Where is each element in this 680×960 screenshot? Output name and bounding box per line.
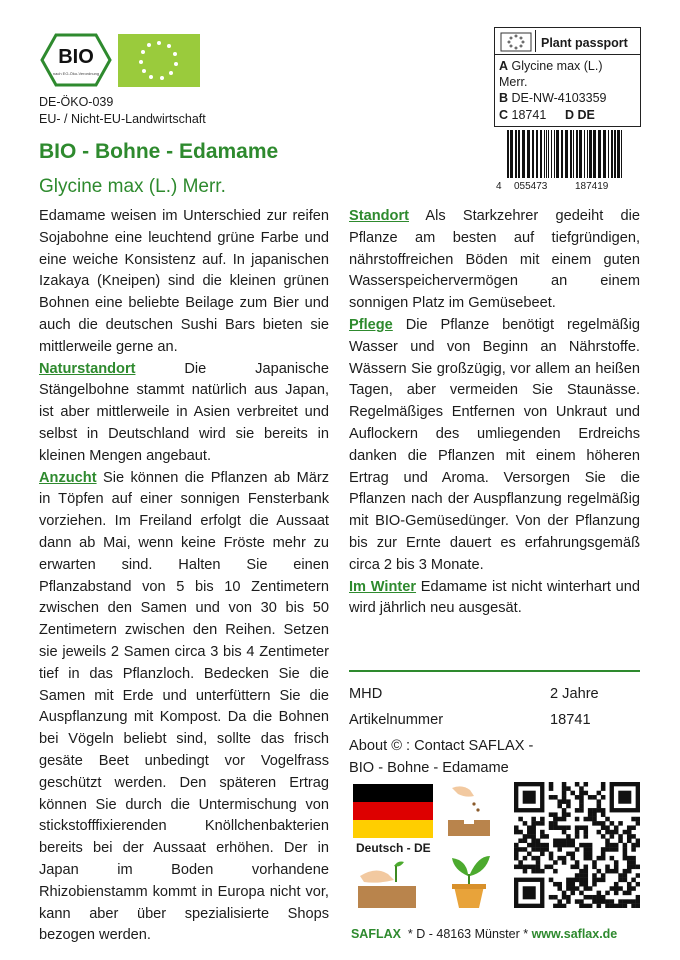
bio-logo-text: BIO bbox=[58, 46, 94, 68]
barcode-bar bbox=[576, 130, 578, 178]
passport-d-value: DE bbox=[577, 108, 595, 122]
barcode-bar bbox=[548, 130, 549, 178]
barcode-bar bbox=[608, 130, 609, 178]
barcode-bar bbox=[527, 130, 530, 178]
barcode-bar bbox=[510, 130, 513, 178]
barcode-bar bbox=[593, 130, 596, 178]
barcode-bar bbox=[544, 130, 545, 178]
barcode-bar bbox=[554, 130, 555, 178]
eu-organic-leaf-icon bbox=[118, 34, 200, 87]
right-column bbox=[349, 206, 640, 620]
barcode-bar bbox=[565, 130, 568, 178]
passport-b-value: DE-NW-4103359 bbox=[511, 91, 607, 105]
naturstandort-heading: Naturstandort bbox=[39, 360, 136, 377]
sprout-pot-icon bbox=[444, 846, 494, 910]
barcode-bar bbox=[584, 130, 585, 178]
anzucht-text: Sie können die Pflanzen ab März in Töpfen auf einer sonnigen Fensterbank vorziehen. Im Freiland erfolgt die Aussaat dann ab Mai, wenn keine Fröste mehr zu erwarten sind. Halten Sie einen Pflanzabstand von 5 bis 10 Zentimetern zwischen den Samen und von 30 bis 50 Zentimetern zwischen den Reihen. Setzen sie jeweils 2 Samen circa 3 bis 4 Zentimeter tief in das Pflanzloch. Bedecken Sie die Samen mit Erde und unterfüttern Sie die Auspflanzung mit Kompost. Da die Bohnen bei Vögeln beliebt sind, sollte das frisch gesäte Beet unbedingt vor Vogelfrass geschützt werden. Den späteren Ertrag können Sie durch die Untermischung von stickstofffixierenden Knöllchenbakterien bereits bei der Aussaat erhöhen. Der in Japan im Boden vorhandene Rhizobienstamm kommt in Europa nicht vor, kann aber über spezialisierte Shops bezogen werden. bbox=[39, 469, 329, 944]
barcode-bar bbox=[546, 130, 547, 178]
passport-c-key: C bbox=[499, 108, 509, 122]
barcode-bar bbox=[598, 130, 601, 178]
barcode-bar bbox=[561, 130, 563, 178]
barcode-bar bbox=[621, 130, 622, 178]
mhd-label: MHD bbox=[349, 686, 383, 702]
passport-b-key: B bbox=[499, 91, 509, 105]
barcode-bar bbox=[540, 130, 542, 178]
sowing-hand-icon bbox=[444, 782, 494, 840]
pflege-text: Die Pflanze benötigt regelmäßig Wasser und von Beginn an Nährstoffe. Wässern Sie großzügig, vor allem an heißen Tagen, aber vermeiden Sie Staunässe. Regelmäßiges Entfernen von Unkraut und Auflockern des umliegenden Erdreichs danken die Pflanzen mit einem höheren Ertrag und Aroma. Versorgen Sie die Pflanzen nach der Auspflanzung regelmäßig mit BIO-Gemüsedünger. Von der Pflanzung bis zur Ernte dauert es erfahrungsgemäß circa 2 bis 3 Monate. bbox=[349, 316, 640, 573]
standort-paragraph bbox=[349, 206, 640, 315]
german-flag-icon bbox=[353, 784, 433, 838]
standort-heading: Standort bbox=[349, 208, 409, 224]
anzucht-paragraph bbox=[39, 468, 329, 948]
passport-a-value: Glycine max (L.) bbox=[511, 59, 603, 73]
passport-a-value-2: Merr. bbox=[499, 75, 528, 89]
language-label: Deutsch - DE bbox=[356, 841, 431, 855]
left-column bbox=[39, 206, 329, 947]
passport-row-b bbox=[499, 90, 606, 106]
control-code: DE-ÖKO-039 bbox=[39, 95, 114, 109]
barcode-bar bbox=[579, 130, 582, 178]
footer-address: * D - 48163 Münster * bbox=[400, 927, 532, 941]
pflege-heading: Pflege bbox=[349, 316, 393, 333]
barcode-bar bbox=[587, 130, 588, 178]
plant-passport-box bbox=[494, 27, 641, 127]
barcode-bar bbox=[570, 130, 572, 178]
eu-flag-outline-icon bbox=[500, 32, 532, 52]
bio-logo bbox=[40, 33, 112, 88]
barcode-bar bbox=[614, 130, 616, 178]
barcode-bar bbox=[522, 130, 525, 178]
passport-divider bbox=[535, 30, 536, 52]
meta-divider bbox=[349, 670, 640, 672]
passport-a-key: A bbox=[499, 59, 509, 73]
footer-url[interactable]: www.saflax.de bbox=[531, 927, 618, 941]
standort-text: Als Starkzehrer gedeiht die Pflanze am besten auf tiefgründigen, nährstoffreichen Böden mit einem guten Wasserspeichervermögen an einem sonnigen Platz im Gemüsebeet. bbox=[349, 208, 640, 312]
passport-c-value: 18741 bbox=[511, 108, 547, 122]
passport-hr bbox=[495, 54, 640, 55]
eu-organic-logo bbox=[118, 34, 200, 87]
intro-paragraph: Edamame weisen im Unterschied zur reifen Sojabohne eine leuchtend grüne Farbe und eine weiche Konsistenz auf. In japanischen Izakaya (Kneipen) sind die kleinen grünen Bohnen eine beliebte Beilage zum Bier und auch die deutschen Sushi Bars bieten sie mittlerweile gerne an. bbox=[39, 208, 329, 355]
mhd-value: 2 Jahre bbox=[550, 686, 599, 702]
winter-heading: Im Winter bbox=[349, 578, 417, 595]
origin-text: EU- / Nicht-EU-Landwirtschaft bbox=[39, 112, 206, 126]
barcode-bar bbox=[532, 130, 534, 178]
barcode-bar bbox=[551, 130, 552, 178]
footer-brand: SAFLAX bbox=[350, 927, 401, 941]
bio-logo-subtext: nach EG-Öko-Verordnung bbox=[52, 71, 100, 76]
barcode-bar bbox=[515, 130, 517, 178]
passport-row-d bbox=[565, 107, 595, 123]
barcode-bar bbox=[507, 130, 509, 178]
qr-code-icon[interactable] bbox=[514, 782, 640, 908]
article-number-label: Artikelnummer bbox=[349, 712, 444, 728]
barcode-bar bbox=[536, 130, 538, 178]
winter-text: Edamame ist nicht winterhart und wird jährlich neu ausgesät. bbox=[349, 578, 640, 617]
barcode-bar bbox=[611, 130, 613, 178]
bio-hexagon-icon bbox=[40, 33, 112, 88]
pflege-paragraph bbox=[349, 315, 640, 577]
product-latin-name: Glycine max (L.) Merr. bbox=[39, 176, 226, 197]
planting-hand-icon bbox=[354, 856, 420, 912]
barcode-bar bbox=[603, 130, 606, 178]
passport-row-c bbox=[499, 107, 546, 123]
about-product: BIO - Bohne - Edamame bbox=[349, 760, 509, 776]
barcode-bar bbox=[573, 130, 574, 178]
passport-title: Plant passport bbox=[541, 36, 628, 50]
footer bbox=[344, 913, 617, 941]
barcode-bar bbox=[589, 130, 592, 178]
product-title: BIO - Bohne - Edamame bbox=[39, 140, 279, 163]
barcode-icon bbox=[505, 130, 627, 180]
barcode-digits-3: 187419 bbox=[575, 181, 609, 192]
barcode-digit-1: 4 bbox=[496, 181, 502, 192]
barcode-digits-2: 055473 bbox=[514, 181, 548, 192]
passport-d-key: D bbox=[565, 108, 575, 122]
anzucht-heading: Anzucht bbox=[39, 469, 97, 486]
barcode-bar bbox=[556, 130, 559, 178]
naturstandort-paragraph bbox=[39, 359, 329, 468]
naturstandort-text: Die Japanische Stängelbohne stammt natürlich aus Japan, ist aber mittlerweile in Asien verbreitet und selbst in Deutschland wird sie bereits in kleinen Mengen angebaut. bbox=[39, 360, 329, 464]
passport-row-a bbox=[499, 58, 603, 74]
about-text: About © : Contact SAFLAX - bbox=[349, 738, 534, 754]
winter-paragraph bbox=[349, 577, 640, 621]
barcode-bar bbox=[518, 130, 520, 178]
barcode-bar bbox=[617, 130, 620, 178]
article-number-value: 18741 bbox=[550, 712, 591, 728]
